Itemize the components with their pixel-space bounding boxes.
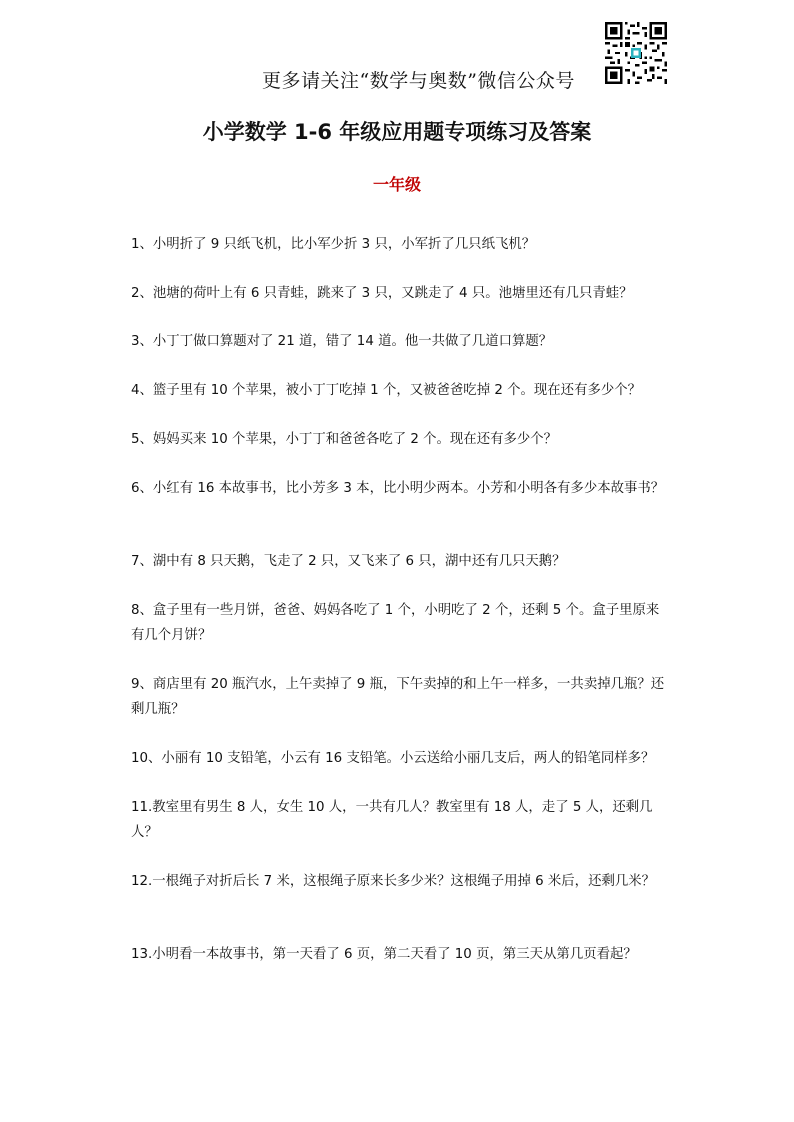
- grade-heading: 一年级: [372, 175, 421, 194]
- question-item: 5、妈妈买来 10 个苹果，小丁丁和爸爸各吃了 2 个。现在还有多少个？: [131, 432, 558, 447]
- question-item: 4、篮子里有 10 个苹果，被小丁丁吃掉 1 个，又被爸爸吃掉 2 个。现在还有多少个？: [131, 383, 642, 398]
- follow-wechat-text: 更多请关注“数学与奥数”微信公众号: [262, 70, 575, 92]
- question-item: 6、小红有 16 本故事书，比小芳多 3 本，比小明少两本。小芳和小明各有多少本故事书？: [131, 481, 665, 496]
- question-item: 3、小丁丁做口算题对了 21 道，错了 14 道。他一共做了几道口算题？: [131, 334, 553, 349]
- question-item: 12.一根绳子对折后长 7 米，这根绳子原来长多少米？这根绳子用掉 6 米后，还剩几米？: [131, 874, 656, 889]
- question-item: 13.小明看一本故事书，第一天看了 6 页，第二天看了 10 页，第三天从第几页看起？: [131, 947, 637, 962]
- question-item: 9、商店里有 20 瓶汽水，上午卖掉了 9 瓶，下午卖掉的和上午一样多，一共卖掉几瓶？还剩几瓶？: [131, 677, 665, 717]
- question-item: 7、湖中有 8 只天鹅，飞走了 2 只，又飞来了 6 只，湖中还有几只天鹅？: [131, 554, 566, 569]
- question-item: 10、小丽有 10 支铅笔，小云有 16 支铅笔。小云送给小丽几支后，两人的铅笔同样多？: [131, 751, 655, 766]
- document-title: 小学数学 1-6 年级应用题专项练习及答案: [202, 120, 592, 144]
- page-header: [0, 0, 794, 100]
- question-item: 1、小明折了 9 只纸飞机，比小军少折 3 只，小军折了几只纸飞机？: [131, 237, 536, 252]
- qr-code-image: [605, 22, 667, 84]
- question-item: 8、盒子里有一些月饼，爸爸、妈妈各吃了 1 个，小明吃了 2 个，还剩 5 个。盒子里原来有几个月饼？: [131, 603, 660, 643]
- question-item: 2、池塘的荷叶上有 6 只青蛙，跳来了 3 只，又跳走了 4 只。池塘里还有几只青蛙？: [131, 286, 633, 301]
- question-item: 11.教室里有男生 8 人，女生 10 人，一共有几人？教室里有 18 人，走了 5 人，还剩几人？: [131, 800, 653, 840]
